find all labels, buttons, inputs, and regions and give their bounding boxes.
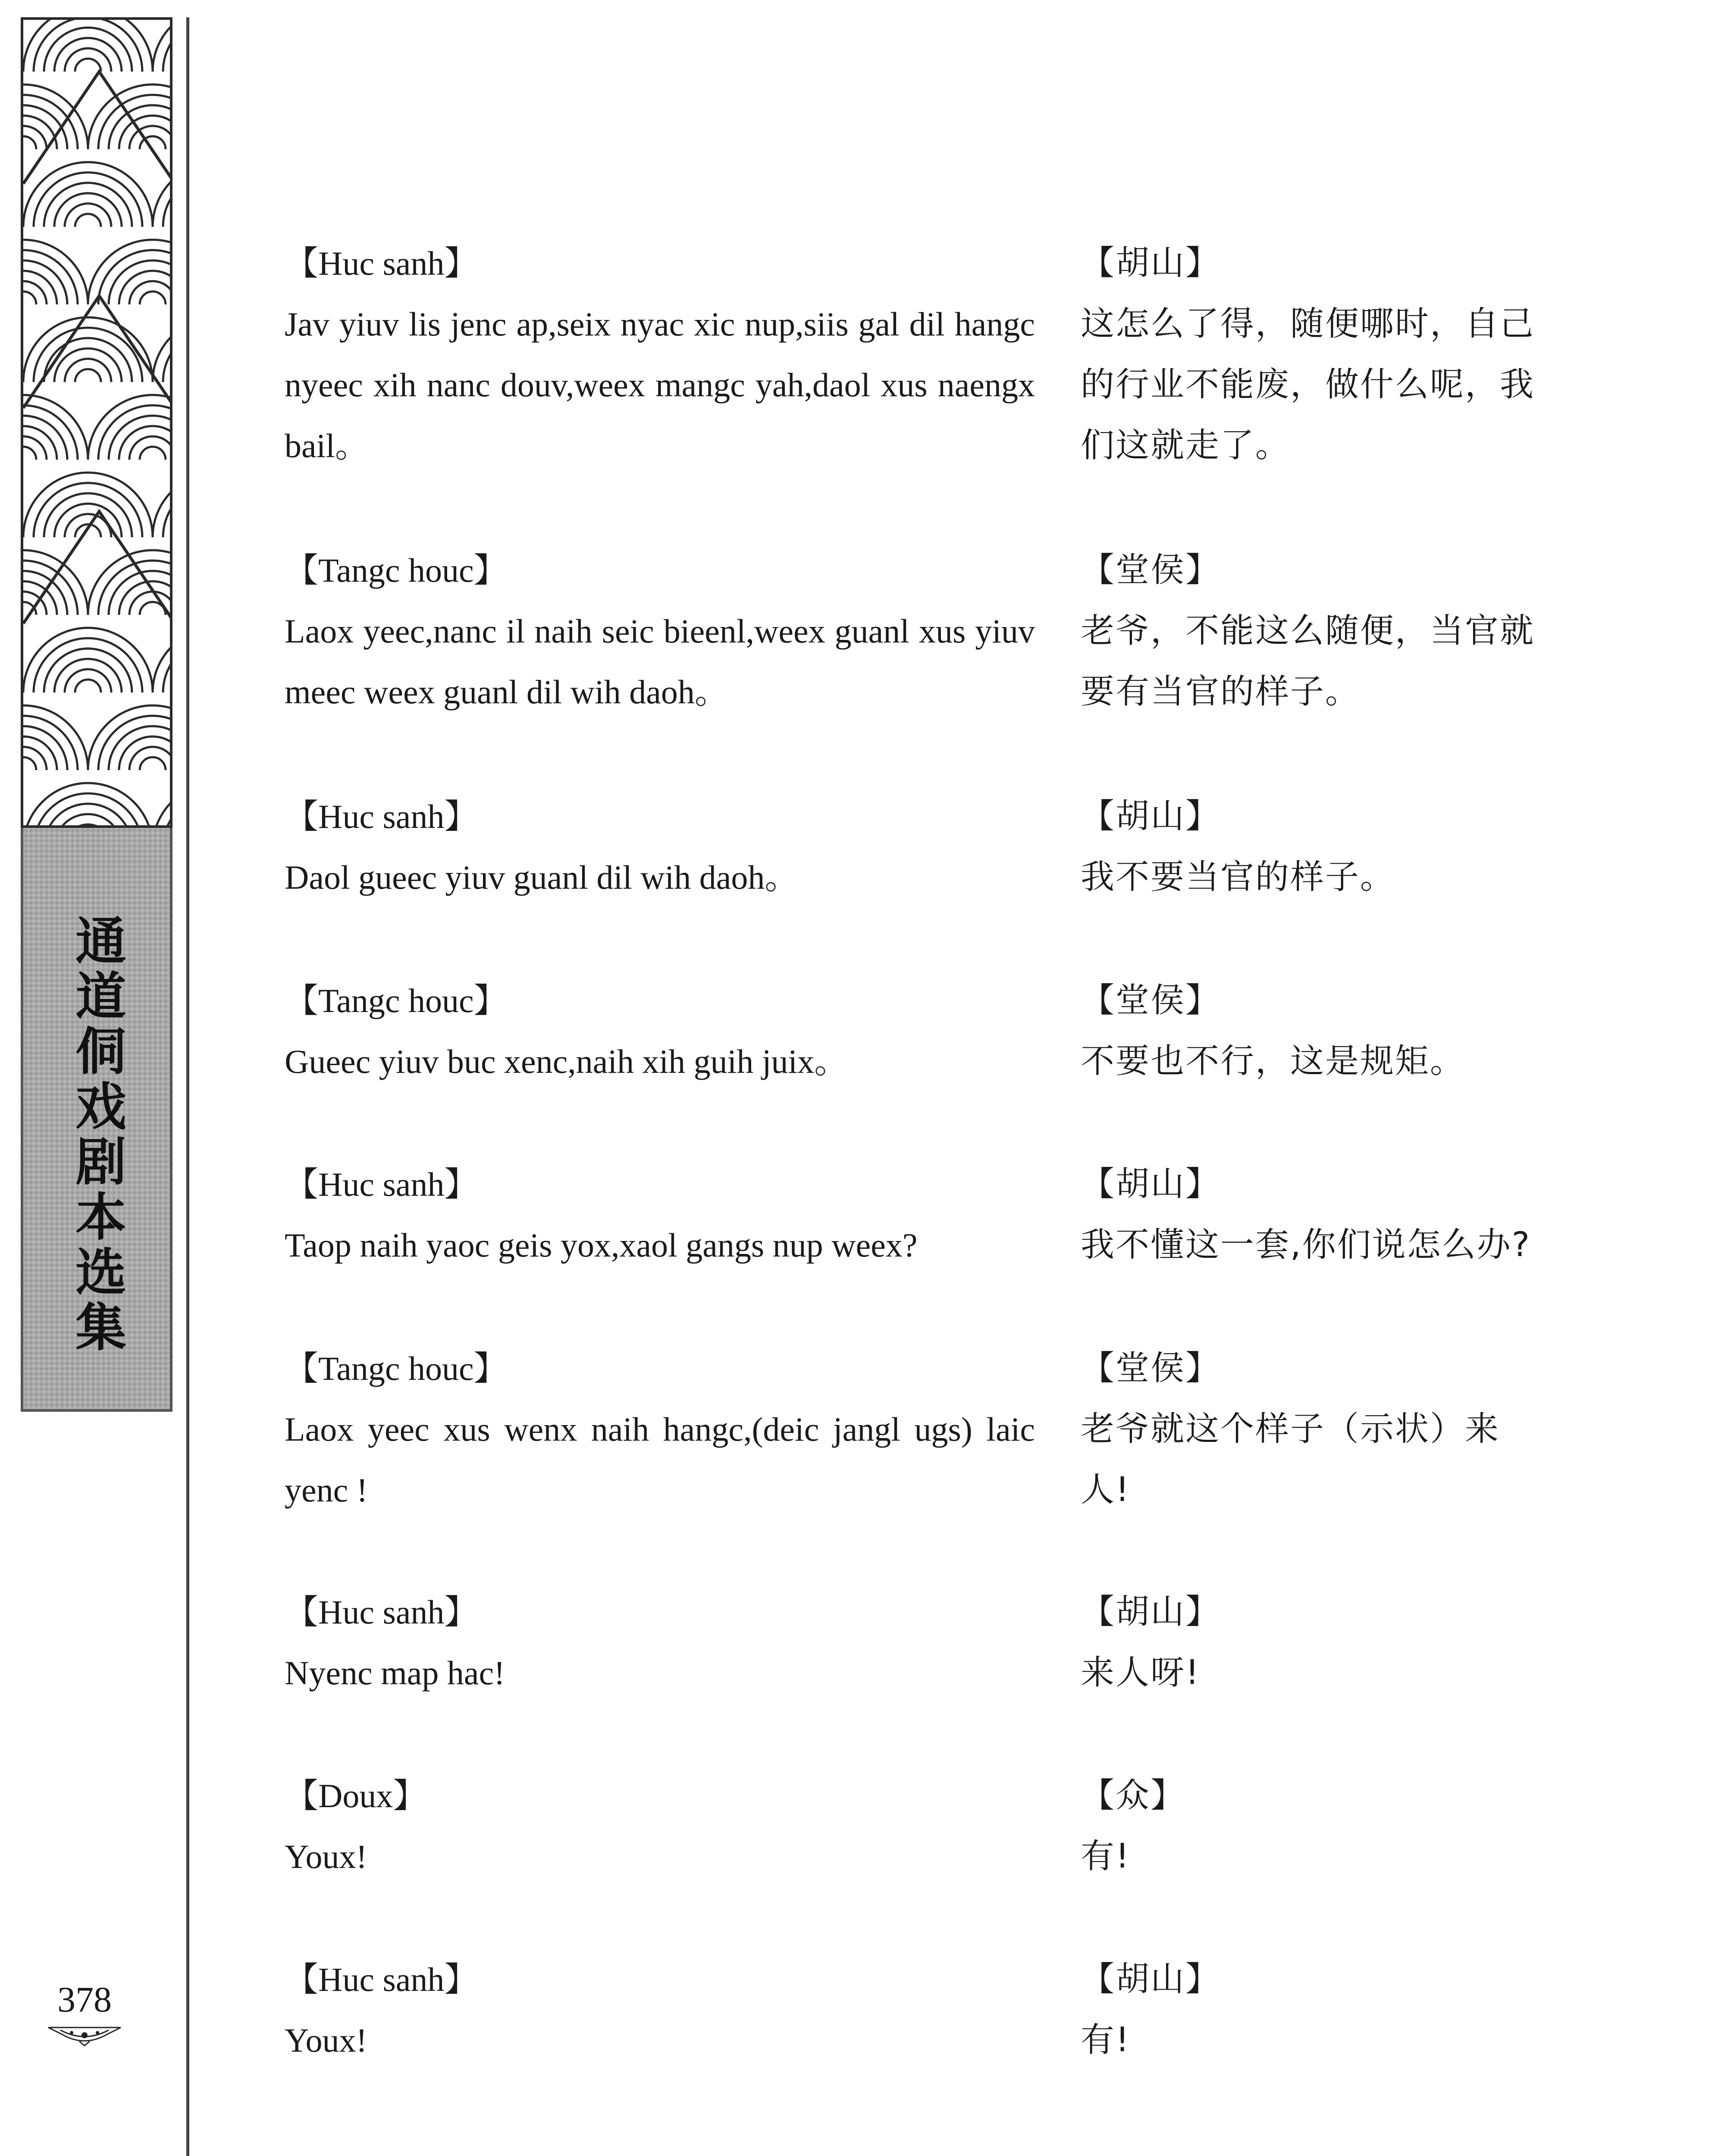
dong-column: [285, 540, 1035, 722]
speaker-dong: 【Huc sanh】: [285, 798, 478, 835]
chinese-text: 有!: [1081, 2021, 1131, 2059]
chinese-text: 不要也不行，这是规矩。: [1081, 1042, 1465, 1081]
speaker-dong: 【Huc sanh】: [285, 1166, 478, 1203]
chinese-column: [1081, 1582, 1539, 1703]
speaker-dong: 【Huc sanh】: [285, 1961, 478, 1998]
dong-column: [285, 1949, 1035, 2071]
chinese-column: [1081, 970, 1539, 1092]
speaker-chinese: 【胡山】: [1081, 1960, 1221, 1999]
speaker-chinese: 【胡山】: [1081, 797, 1221, 836]
chinese-text: 老爷，不能这么随便，当官就要有当官的样子。: [1081, 611, 1535, 711]
chinese-text: 有!: [1081, 1837, 1131, 1876]
dong-column: [285, 1338, 1035, 1520]
speaker-dong: 【Huc sanh】: [285, 1593, 478, 1631]
chinese-column: [1081, 233, 1539, 476]
dong-text: Gueec yiuv buc xenc,naih xih guih juix。: [285, 1043, 848, 1080]
page-ornament-icon: [47, 2026, 122, 2046]
cloud-pattern-graphic: [23, 20, 172, 828]
chinese-column: [1081, 1949, 1539, 2071]
speaker-dong: 【Huc sanh】: [285, 244, 478, 282]
speaker-dong: 【Doux】: [285, 1777, 427, 1814]
dong-column: [285, 970, 1035, 1092]
dong-text: Youx!: [285, 1838, 367, 1875]
chinese-text: 这怎么了得，随便哪时，自己的行业不能废，做什么呢，我们这就走了。: [1081, 304, 1535, 465]
chinese-text: 来人呀!: [1081, 1653, 1201, 1692]
speaker-chinese: 【堂侯】: [1081, 981, 1221, 1020]
chinese-column: [1081, 1154, 1539, 1275]
chinese-column: [1081, 540, 1539, 722]
dong-text: Jav yiuv lis jenc ap,seix nyac xic nup,siis gal dil hangc nyeec xih nanc douv,weex mangc yah,daol xus naengx bail。: [285, 305, 1035, 464]
dong-column: [285, 786, 1035, 908]
chinese-text: 我不要当官的样子。: [1081, 858, 1395, 896]
speaker-chinese: 【众】: [1081, 1776, 1186, 1815]
dong-text: Taop naih yaoc geis yox,xaol gangs nup weex?: [285, 1226, 918, 1264]
chinese-column: [1081, 786, 1539, 908]
speaker-dong: 【Tangc houc】: [285, 1350, 508, 1387]
dong-text: Youx!: [285, 2021, 367, 2059]
chinese-column: [1081, 1765, 1539, 1887]
side-band: [21, 17, 172, 1412]
cloud-pattern-ornament: [21, 17, 172, 828]
speaker-dong: 【Tangc houc】: [285, 552, 508, 589]
chinese-text: 我不懂这一套,你们说怎么办?: [1081, 1225, 1531, 1264]
vertical-rule: [186, 17, 189, 2156]
dong-column: [285, 233, 1035, 476]
dong-column: [285, 1765, 1035, 1887]
speaker-dong: 【Tangc houc】: [285, 982, 508, 1019]
dong-text: Daol gueec yiuv guanl dil wih daoh。: [285, 859, 799, 896]
dong-text: Nyenc map hac!: [285, 1654, 505, 1692]
book-title: 通道侗戏剧本选集: [67, 914, 126, 1356]
dong-text: Laox yeec,nanc il naih seic bieenl,weex guanl xus yiuv meec weex guanl dil wih daoh。: [285, 612, 1035, 711]
dong-column: [285, 1154, 1035, 1275]
speaker-chinese: 【堂侯】: [1081, 551, 1221, 589]
chinese-column: [1081, 1338, 1539, 1520]
dong-text: Laox yeec xus wenx naih hangc,(deic jangl ugs) laic yenc !: [285, 1410, 1035, 1509]
page-number: 378: [57, 1980, 112, 2020]
dong-column: [285, 1582, 1035, 1703]
title-panel: [21, 828, 172, 1412]
speaker-chinese: 【胡山】: [1081, 1165, 1221, 1203]
speaker-chinese: 【堂侯】: [1081, 1349, 1221, 1388]
chinese-text: 老爷就这个样子（示状）来人!: [1081, 1410, 1500, 1509]
speaker-chinese: 【胡山】: [1081, 244, 1221, 282]
speaker-chinese: 【胡山】: [1081, 1592, 1221, 1631]
